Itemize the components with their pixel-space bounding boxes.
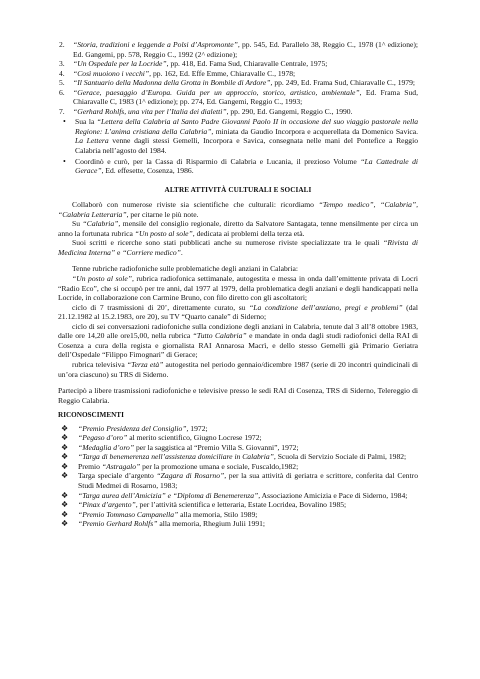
radio-item: rubrica televisiva “Terza età” autogestita nel periodo gennaio/dicembre 1987 (serie di 20 incontri quindicinali di un’ora ciascuno) su TRS di Siderno. [58, 359, 418, 379]
bullet-marker: • [63, 117, 66, 127]
bullet-marker: • [63, 156, 66, 166]
award-item: ❖ “Premio Tommaso Campanella” alla memoria, Stilo 1989; [61, 509, 258, 519]
award-item: ❖ “Premio Gerhard Rohlfs” alla memoria, Rhegium Julii 1991; [61, 519, 266, 529]
awards-list [58, 424, 418, 529]
bullet-item: • Sua la “Lettera della Calabria al Santo Padre Giovanni Paolo II in occasione del suo viaggio pastorale nella Regione: L’anima cristiana della Calabria”, miniata da Gaudio Incorpora e acquerellata da Domenico Savica. La Lettera venne dagli stessi Gemelli, Incorpora e Savica, consegnata nelle mani del Pontefice a Reggio Calabria nell’agosto del 1984. [63, 117, 418, 156]
award-item: ❖ Targa speciale d’argento “Zagara di Rosarno”, per la sua attività di geriatra e scrittore, conferita dal Centro Studi Medmei di Rosarno, 1983; [61, 471, 418, 490]
writings-paragraph: Suoi scritti e ricerche sono stati pubblicati anche su numerose riviste specializzate tra le quali “Rivista di Medicina Interna” e “Corriere medico”. [58, 238, 418, 257]
bibliography-item: 3. “Un Ospedale per la Locride”, pp. 418, Ed. Fama Sud, Chiaravalle Centrale, 1975; [59, 59, 328, 69]
section-heading: ALTRE ATTIVITÀ CULTURALI E SOCIALI [164, 185, 312, 194]
award-item: ❖ “Medaglia d’oro” per la saggistica al “Premio Villa S. Giovanni”, 1972; [61, 442, 299, 452]
bibliography-item: 6. “Gerace, paesaggio d’Europa. Guida per un approccio, storico, artistico, ambientale”, Ed. Frama Sud, Chiaravalle C, 1983 (1^ edizione); pp. 274, Ed. Gangemi, Reggio C., 1993; [59, 87, 418, 107]
award-item: ❖ Premio “Astragalo” per la promozione umana e sociale, Fuscaldo,1982; [61, 461, 299, 471]
award-item: ❖ “Pinax d’argento”, per l’attività scientifica e letteraria, Estate Locridea, Bovalino 1985; [61, 500, 347, 510]
bullet-list [58, 117, 418, 175]
bibliography-item: 2. “Storia, tradizioni e leggende a Polsi d’Aspromonte”, pp. 545, Ed. Parallelo 38, Reggio C., 1978 (1^ edizione); Ed. Gangemi, pp. 578, Reggio C., 1992 (2^ edizione); [59, 40, 418, 59]
diamond-bullet-icon: ❖ [61, 471, 69, 481]
diamond-bullet-icon: ❖ [61, 442, 69, 452]
award-item: ❖ “Targa aurea dell’Amicizia” e “Diploma di Benemerenza”, Associazione Amicizia e Pace di Siderno, 1984; [61, 490, 408, 500]
award-item: ❖ “Premio Presidenza del Consiglio”, 1972; [61, 423, 208, 433]
calabria-paragraph: Su “Calabria”, mensile del consiglio regionale, diretto da Salvatore Santagata, tenne mensilmente per circa un anno la fortunata rubrica “Un posto al sole”, dedicata ai problemi della terza età. [58, 219, 419, 238]
award-item: ❖ “Targa di benemerenza nell’assistenza domiciliare in Calabria”, Scuola di Servizio Sociale di Palmi, 1982; [61, 452, 407, 462]
riconoscimenti-heading: RICONOSCIMENTI [58, 411, 124, 420]
bibliography-list [58, 40, 418, 116]
diamond-bullet-icon: ❖ [61, 433, 69, 443]
bibliography-item: 5. “Il Santuario della Madonna della Grotta in Bombile di Ardore”, pp. 249, Ed. Frama Sud, Chiaravalle C., 1979; [59, 78, 415, 88]
bibliography-item: 7. “Gerhard Rohlfs, una vita per l’Italia dei dialetti”, pp. 290, Ed. Gangemi, Reggio C., 1990. [59, 106, 353, 116]
radio-item: ciclo di 7 trasmissioni di 20’, direttamente curato, su “La condizione dell’anziano, pregi e problemi” (dal 21.12.1982 al 15.2.1983, ore 20), su TV “Quarto canale” di Siderno; [58, 302, 418, 322]
diamond-bullet-icon: ❖ [61, 490, 69, 500]
broadcast-paragraph: Partecipò a libere trasmissioni radiofoniche e televisive presso le sedi RAI di Cosenza, TRS di Siderno, Telereggio di Reggio Calabria. [58, 386, 418, 405]
bibliography-item: 4. “Così muoiono i vecchi”, pp. 162, Ed. Effe Emme, Chiaravalle C., 1978; [59, 68, 296, 78]
diamond-bullet-icon: ❖ [61, 500, 69, 510]
award-item: ❖ “Pegaso d’oro” al merito scientifico, Giugno Locrese 1972; [61, 433, 262, 443]
diamond-bullet-icon: ❖ [61, 452, 69, 462]
diamond-bullet-icon: ❖ [61, 519, 69, 529]
bullet-item: • Coordinò e curò, per la Cassa di Risparmio di Calabria e Lucania, il prezioso Volume “La Cattedrale di Gerace”, Ed. effesette, Cosenza, 1986. [63, 156, 418, 176]
radio-item: “Un posto al sole”, rubrica radiofonica settimanale, autogestita e messa in onda dall’emittente privata di Locri “Radio Eco”, che si occupò per tre anni, dal 1977 al 1979, della problematica degli anziani e degli handicappati nella Locride, in collaborazione con Carmine Bruno, con filo diretto con gli ascoltatori; [58, 274, 418, 303]
radio-item: ciclo di sei conversazioni radiofoniche sulla condizione degli anziani in Calabria, tenute dal 3 all’8 ottobre 1983, dalle ore 14,20 alle ore15,00, nella rubrica “Tutto Calabria” e mandate in onda dagli studi radiofonici della RAI di Cosenza a cura della regista e giornalista RAI Annarosa Macrì, e dello stesso Gemelli già Primario Geriatra dell’Ospedale “Filippo Fimognari” di Gerace; [58, 321, 418, 360]
diamond-bullet-icon: ❖ [61, 461, 69, 471]
diamond-bullet-icon: ❖ [61, 509, 69, 519]
diamond-bullet-icon: ❖ [61, 423, 69, 433]
collab-paragraph: Collaborò con numerose riviste sia scientifiche che culturali: ricordiamo “Tempo medico”, “Calabria”, “Calabria Letteraria”, per citarne le più note. [58, 200, 418, 219]
radio-intro: Tenne rubriche radiofoniche sulle problematiche degli anziani in Calabria: [72, 264, 298, 274]
